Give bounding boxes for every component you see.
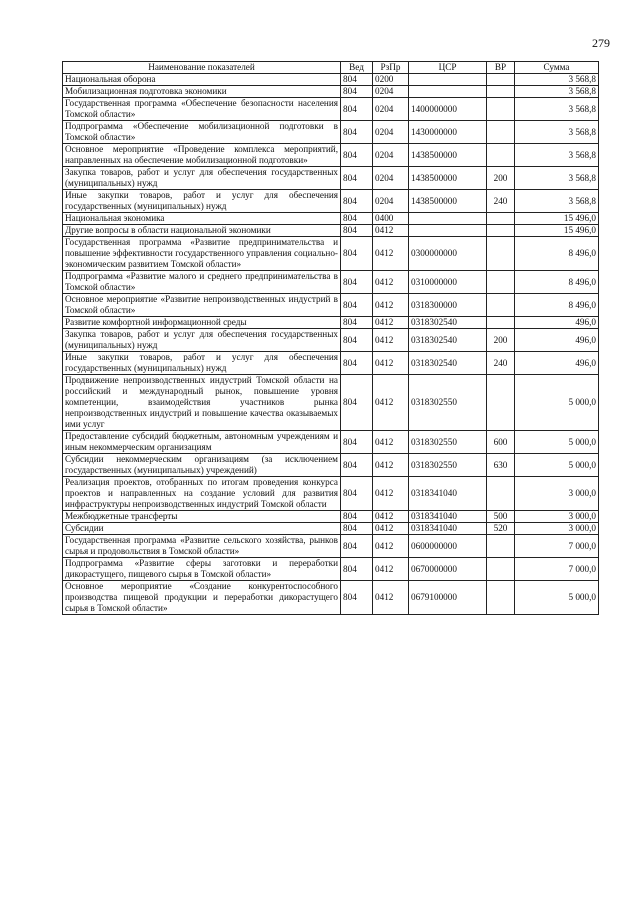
table-row <box>63 375 599 431</box>
row-name-cell: Подпрограмма «Обеспечение мобилизационной подготовки в Томской области» <box>63 121 341 144</box>
row-rzpr-cell: 0412 <box>373 523 409 535</box>
row-ved-cell: 804 <box>341 558 373 581</box>
table-row <box>63 271 599 294</box>
row-csr-cell: 1400000000 <box>409 98 487 121</box>
row-name-cell: Основное мероприятие «Развитие непроизводственных индустрий в Томской области» <box>63 294 341 317</box>
row-ved-cell: 804 <box>341 454 373 477</box>
table-row <box>63 352 599 375</box>
row-rzpr-cell: 0204 <box>373 167 409 190</box>
row-name-cell: Иные закупки товаров, работ и услуг для обеспечения государственных (муниципальных) нужд <box>63 190 341 213</box>
row-csr-cell <box>409 86 487 98</box>
row-sum-cell: 496,0 <box>515 317 599 329</box>
row-ved-cell: 804 <box>341 271 373 294</box>
row-vr-cell: 500 <box>487 511 515 523</box>
row-sum-cell: 3 000,0 <box>515 477 599 511</box>
row-csr-cell: 0318302540 <box>409 329 487 352</box>
row-ved-cell: 804 <box>341 190 373 213</box>
row-rzpr-cell: 0412 <box>373 375 409 431</box>
row-name-cell: Иные закупки товаров, работ и услуг для обеспечения государственных (муниципальных) нужд <box>63 352 341 375</box>
row-name-cell: Субсидии некоммерческим организациям (за исключением государственных (муниципальных) учреждений) <box>63 454 341 477</box>
row-name-cell: Государственная программа «Развитие сельского хозяйства, рынков сырья и продовольствия в Томской области» <box>63 535 341 558</box>
table-row <box>63 294 599 317</box>
row-rzpr-cell: 0412 <box>373 535 409 558</box>
row-rzpr-cell: 0412 <box>373 352 409 375</box>
row-vr-cell: 200 <box>487 329 515 352</box>
row-rzpr-cell: 0412 <box>373 225 409 237</box>
row-sum-cell: 496,0 <box>515 329 599 352</box>
row-sum-cell: 8 496,0 <box>515 237 599 271</box>
row-csr-cell <box>409 74 487 86</box>
row-vr-cell: 240 <box>487 190 515 213</box>
row-vr-cell: 240 <box>487 352 515 375</box>
row-rzpr-cell: 0412 <box>373 581 409 615</box>
row-sum-cell: 3 568,8 <box>515 167 599 190</box>
row-ved-cell: 804 <box>341 167 373 190</box>
table-row <box>63 317 599 329</box>
table-row <box>63 190 599 213</box>
row-sum-cell: 7 000,0 <box>515 558 599 581</box>
row-name-cell: Межбюджетные трансферты <box>63 511 341 523</box>
table-row <box>63 167 599 190</box>
row-ved-cell: 804 <box>341 477 373 511</box>
table-row <box>63 74 599 86</box>
row-rzpr-cell: 0412 <box>373 271 409 294</box>
row-rzpr-cell: 0204 <box>373 86 409 98</box>
row-rzpr-cell: 0412 <box>373 431 409 454</box>
row-rzpr-cell: 0400 <box>373 213 409 225</box>
row-ved-cell: 804 <box>341 98 373 121</box>
row-vr-cell <box>487 74 515 86</box>
row-csr-cell <box>409 225 487 237</box>
row-rzpr-cell: 0200 <box>373 74 409 86</box>
row-vr-cell <box>487 144 515 167</box>
row-vr-cell <box>487 225 515 237</box>
table-body <box>63 74 599 615</box>
row-ved-cell: 804 <box>341 317 373 329</box>
row-name-cell: Продвижение непроизводственных индустрий Томской области на российский и международный рынок, повышение уровня компетенции, взаимодействия участников рынка непроизводственных индустрий и повышение качества оказываемых ими услуг <box>63 375 341 431</box>
row-sum-cell: 3 568,8 <box>515 144 599 167</box>
row-name-cell: Государственная программа «Обеспечение безопасности населения Томской области» <box>63 98 341 121</box>
row-csr-cell: 0318302550 <box>409 431 487 454</box>
row-ved-cell: 804 <box>341 225 373 237</box>
table-row <box>63 558 599 581</box>
row-csr-cell: 1438500000 <box>409 167 487 190</box>
table-row <box>63 237 599 271</box>
row-sum-cell: 3 568,8 <box>515 190 599 213</box>
table-row <box>63 477 599 511</box>
row-ved-cell: 804 <box>341 375 373 431</box>
row-sum-cell: 15 496,0 <box>515 213 599 225</box>
row-vr-cell <box>487 121 515 144</box>
row-csr-cell: 1438500000 <box>409 144 487 167</box>
row-csr-cell: 1438500000 <box>409 190 487 213</box>
row-sum-cell: 3 568,8 <box>515 98 599 121</box>
row-vr-cell <box>487 86 515 98</box>
row-csr-cell: 0310000000 <box>409 271 487 294</box>
row-csr-cell: 0679100000 <box>409 581 487 615</box>
row-vr-cell <box>487 271 515 294</box>
row-sum-cell: 5 000,0 <box>515 454 599 477</box>
row-vr-cell <box>487 237 515 271</box>
row-ved-cell: 804 <box>341 121 373 144</box>
table-row <box>63 523 599 535</box>
row-name-cell: Основное мероприятие «Создание конкурентоспособного производства пищевой продукции и переработки дикорастущего сырья в Томской области» <box>63 581 341 615</box>
row-vr-cell: 630 <box>487 454 515 477</box>
row-rzpr-cell: 0412 <box>373 477 409 511</box>
row-ved-cell: 804 <box>341 523 373 535</box>
table-row <box>63 144 599 167</box>
row-rzpr-cell: 0412 <box>373 329 409 352</box>
row-sum-cell: 3 568,8 <box>515 74 599 86</box>
row-sum-cell: 3 568,8 <box>515 86 599 98</box>
row-name-cell: Основное мероприятие «Проведение комплекса мероприятий, направленных на обеспечение мобилизационной подготовки» <box>63 144 341 167</box>
row-ved-cell: 804 <box>341 535 373 558</box>
row-name-cell: Развитие комфортной информационной среды <box>63 317 341 329</box>
row-sum-cell: 5 000,0 <box>515 581 599 615</box>
table-row <box>63 329 599 352</box>
table-row <box>63 535 599 558</box>
row-rzpr-cell: 0204 <box>373 190 409 213</box>
row-ved-cell: 804 <box>341 74 373 86</box>
row-name-cell: Государственная программа «Развитие предпринимательства и повышение эффективности государственного управления социально-экономическим развитием Томской области» <box>63 237 341 271</box>
row-rzpr-cell: 0412 <box>373 294 409 317</box>
row-sum-cell: 3 000,0 <box>515 523 599 535</box>
table-row <box>63 86 599 98</box>
row-csr-cell: 0318341040 <box>409 477 487 511</box>
row-vr-cell <box>487 213 515 225</box>
row-ved-cell: 804 <box>341 329 373 352</box>
row-vr-cell: 600 <box>487 431 515 454</box>
row-csr-cell: 0670000000 <box>409 558 487 581</box>
table-row <box>63 225 599 237</box>
row-name-cell: Закупка товаров, работ и услуг для обеспечения государственных (муниципальных) нужд <box>63 329 341 352</box>
row-csr-cell: 0318302540 <box>409 317 487 329</box>
header-sum: Сумма <box>515 62 599 74</box>
header-name: Наименование показателей <box>63 62 341 74</box>
row-csr-cell: 1430000000 <box>409 121 487 144</box>
header-csr: ЦСР <box>409 62 487 74</box>
page-number: 279 <box>592 36 610 50</box>
table-header-row <box>63 62 599 74</box>
table-row <box>63 98 599 121</box>
table-row <box>63 431 599 454</box>
row-vr-cell: 520 <box>487 523 515 535</box>
row-sum-cell: 5 000,0 <box>515 375 599 431</box>
row-csr-cell: 0318341040 <box>409 511 487 523</box>
row-csr-cell: 0318302550 <box>409 454 487 477</box>
row-name-cell: Национальная оборона <box>63 74 341 86</box>
row-vr-cell <box>487 558 515 581</box>
row-vr-cell: 200 <box>487 167 515 190</box>
table-row <box>63 581 599 615</box>
row-csr-cell: 0318341040 <box>409 523 487 535</box>
row-csr-cell <box>409 213 487 225</box>
row-ved-cell: 804 <box>341 431 373 454</box>
header-vr: ВР <box>487 62 515 74</box>
row-ved-cell: 804 <box>341 213 373 225</box>
row-ved-cell: 804 <box>341 237 373 271</box>
table-row <box>63 213 599 225</box>
row-sum-cell: 3 000,0 <box>515 511 599 523</box>
row-vr-cell <box>487 98 515 121</box>
row-name-cell: Подпрограмма «Развитие сферы заготовки и переработки дикорастущего, пищевого сырья в Томской области» <box>63 558 341 581</box>
table-row <box>63 454 599 477</box>
row-sum-cell: 496,0 <box>515 352 599 375</box>
row-name-cell: Подпрограмма «Развитие малого и среднего предпринимательства в Томской области» <box>63 271 341 294</box>
row-name-cell: Реализация проектов, отобранных по итогам проведения конкурса проектов и направленных на создание условий для развития инфраструктуры непроизводственных индустрий Томской области <box>63 477 341 511</box>
row-vr-cell <box>487 317 515 329</box>
row-name-cell: Субсидии <box>63 523 341 535</box>
table-row <box>63 511 599 523</box>
row-vr-cell <box>487 581 515 615</box>
row-vr-cell <box>487 375 515 431</box>
row-rzpr-cell: 0412 <box>373 237 409 271</box>
row-rzpr-cell: 0412 <box>373 511 409 523</box>
row-csr-cell: 0600000000 <box>409 535 487 558</box>
row-ved-cell: 804 <box>341 511 373 523</box>
row-vr-cell <box>487 535 515 558</box>
row-rzpr-cell: 0204 <box>373 121 409 144</box>
row-sum-cell: 8 496,0 <box>515 294 599 317</box>
table-row <box>63 121 599 144</box>
row-sum-cell: 15 496,0 <box>515 225 599 237</box>
row-name-cell: Мобилизационная подготовка экономики <box>63 86 341 98</box>
row-rzpr-cell: 0204 <box>373 98 409 121</box>
row-csr-cell: 0300000000 <box>409 237 487 271</box>
budget-table <box>62 61 599 615</box>
row-csr-cell: 0318302550 <box>409 375 487 431</box>
row-ved-cell: 804 <box>341 581 373 615</box>
row-csr-cell: 0318302540 <box>409 352 487 375</box>
row-vr-cell <box>487 477 515 511</box>
row-name-cell: Предоставление субсидий бюджетным, автономным учреждениям и иным некоммерческим организациям <box>63 431 341 454</box>
row-rzpr-cell: 0412 <box>373 317 409 329</box>
row-ved-cell: 804 <box>341 294 373 317</box>
row-ved-cell: 804 <box>341 352 373 375</box>
row-csr-cell: 0318300000 <box>409 294 487 317</box>
row-sum-cell: 3 568,8 <box>515 121 599 144</box>
row-rzpr-cell: 0412 <box>373 454 409 477</box>
row-sum-cell: 7 000,0 <box>515 535 599 558</box>
row-rzpr-cell: 0204 <box>373 144 409 167</box>
row-name-cell: Закупка товаров, работ и услуг для обеспечения государственных (муниципальных) нужд <box>63 167 341 190</box>
row-sum-cell: 5 000,0 <box>515 431 599 454</box>
row-ved-cell: 804 <box>341 144 373 167</box>
row-sum-cell: 8 496,0 <box>515 271 599 294</box>
header-ved: Вед <box>341 62 373 74</box>
header-rzpr: РзПр <box>373 62 409 74</box>
row-ved-cell: 804 <box>341 86 373 98</box>
row-name-cell: Национальная экономика <box>63 213 341 225</box>
row-vr-cell <box>487 294 515 317</box>
row-rzpr-cell: 0412 <box>373 558 409 581</box>
row-name-cell: Другие вопросы в области национальной экономики <box>63 225 341 237</box>
